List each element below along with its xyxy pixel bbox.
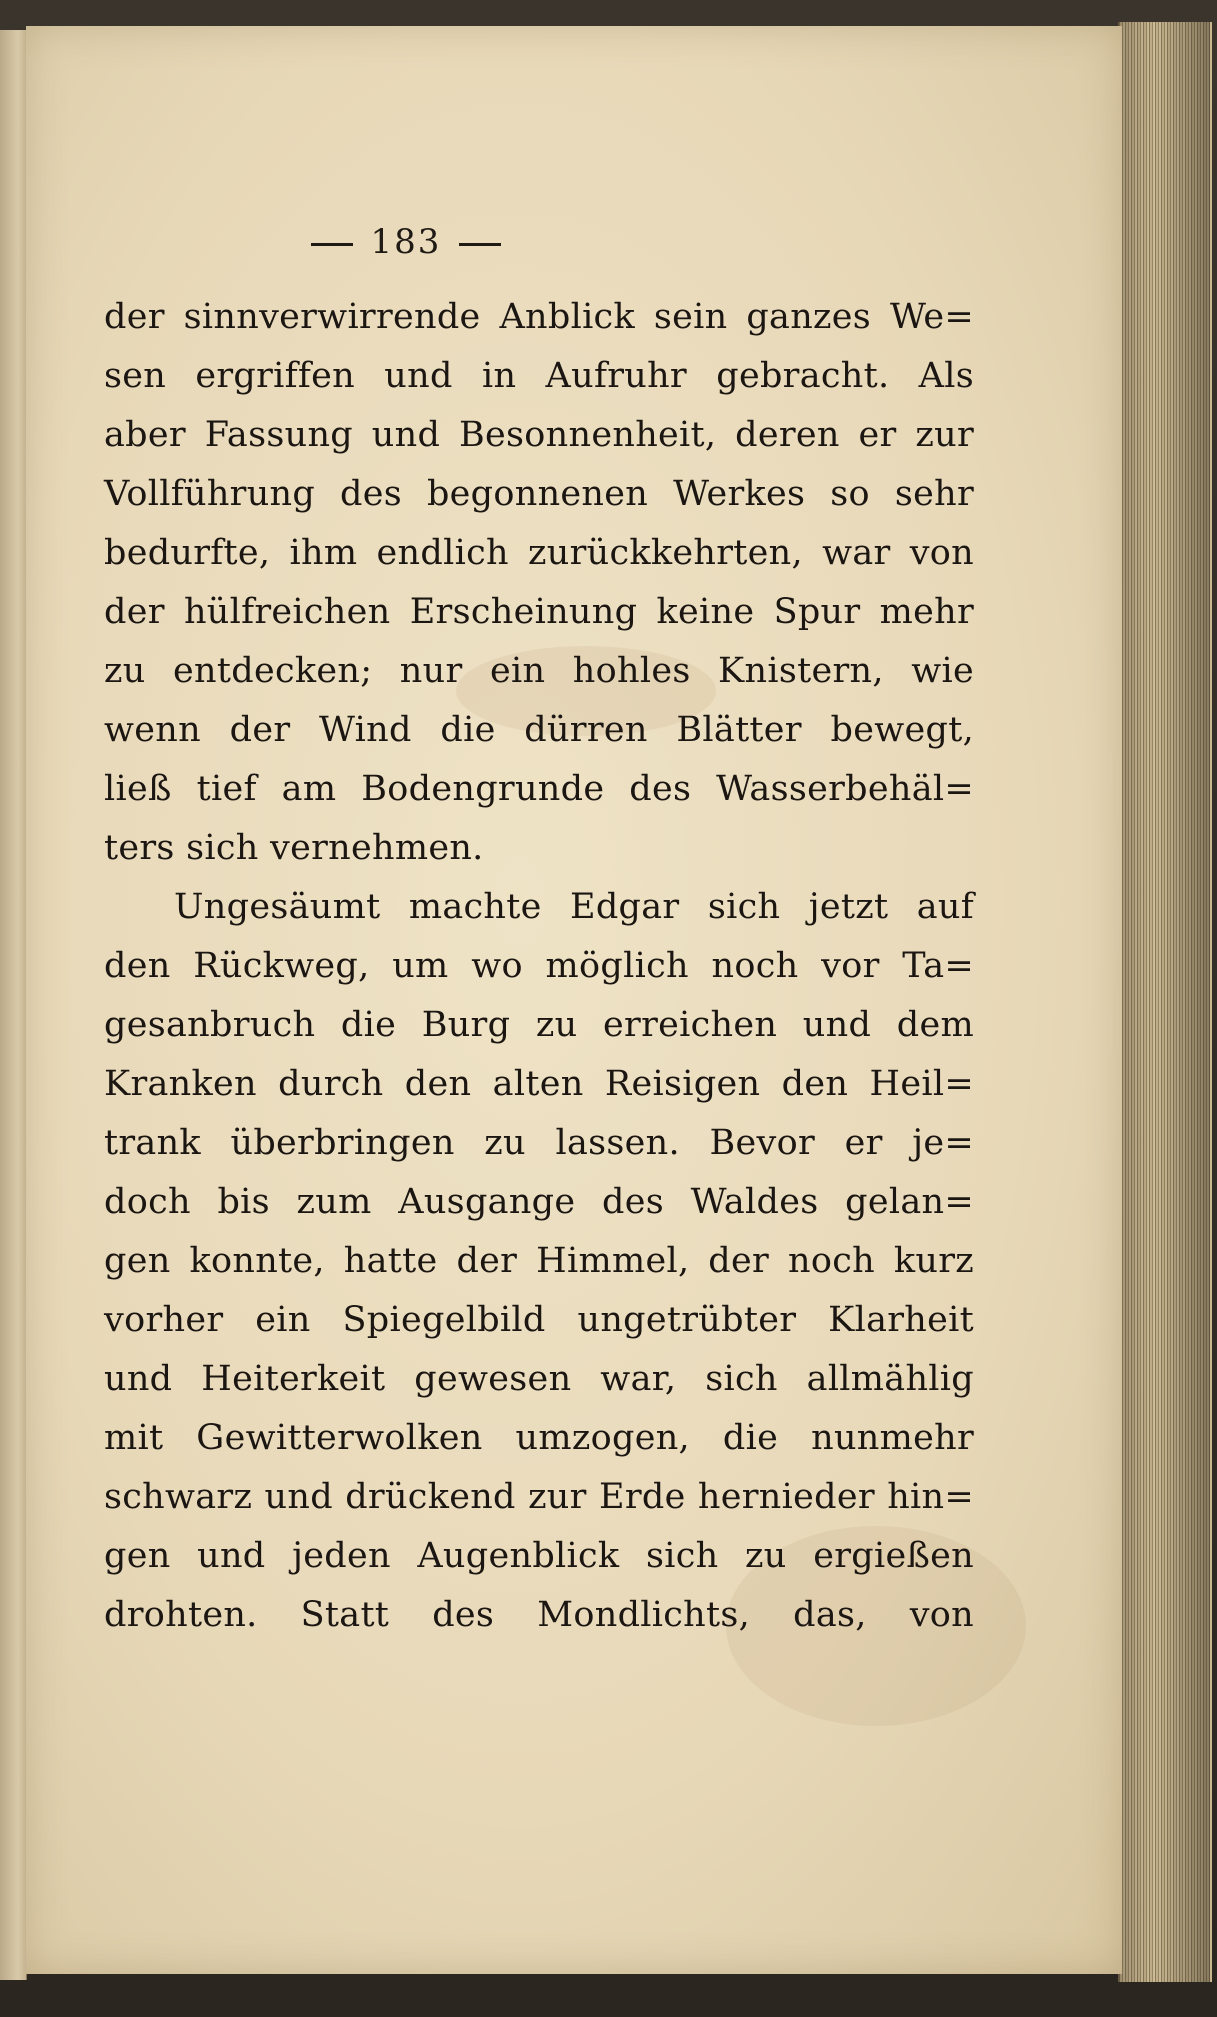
text-line: sen ergriffen und in Aufruhr gebracht. Als [104, 356, 974, 396]
text-line: ters sich vernehmen. [104, 828, 484, 868]
header-dash-left [311, 243, 353, 246]
book-page [26, 26, 1122, 1974]
page-stack-shadow [1118, 22, 1210, 1982]
text-line: drohten. Statt des Mondlichts, das, von [104, 1595, 974, 1635]
text-line: und Heiterkeit gewesen war, sich allmählig [104, 1359, 974, 1399]
page-number: 183 [370, 222, 442, 262]
text-line: der hülfreichen Erscheinung keine Spur mehr [104, 592, 974, 632]
text-line: schwarz und drückend zur Erde hernieder hin= [104, 1477, 974, 1517]
text-line: gesanbruch die Burg zu erreichen und dem [104, 1005, 974, 1045]
text-line: bedurfte, ihm endlich zurückkehrten, war von [104, 533, 974, 573]
text-line: zu entdecken; nur ein hohles Knistern, wie [104, 651, 974, 691]
text-line: gen und jeden Augenblick sich zu ergießen [104, 1536, 974, 1576]
header-dash-right [459, 243, 501, 246]
body-text [104, 288, 974, 1645]
text-line: gen konnte, hatte der Himmel, der noch kurz [104, 1241, 974, 1281]
text-line: Kranken durch den alten Reisigen den Heil= [104, 1064, 974, 1104]
page-number-header [26, 222, 786, 262]
facing-page-edge [0, 30, 27, 1980]
paragraph-first-line: Ungesäumt machte Edgar sich jetzt auf [174, 887, 974, 927]
text-line: mit Gewitterwolken umzogen, die nunmehr [104, 1418, 974, 1458]
text-line: doch bis zum Ausgange des Waldes gelan= [104, 1182, 974, 1222]
text-line: trank überbringen zu lassen. Bevor er je= [104, 1123, 974, 1163]
text-line: der sinnverwirrende Anblick sein ganzes We= [104, 297, 974, 337]
text-line: ließ tief am Bodengrunde des Wasserbehäl= [104, 769, 974, 809]
text-line: den Rückweg, um wo möglich noch vor Ta= [104, 946, 974, 986]
text-line: vorher ein Spiegelbild ungetrübter Klarheit [104, 1300, 974, 1340]
text-line: aber Fassung und Besonnenheit, deren er zur [104, 415, 974, 455]
text-line: Vollführung des begonnenen Werkes so sehr [104, 474, 974, 514]
text-line: wenn der Wind die dürren Blätter bewegt, [104, 710, 974, 750]
